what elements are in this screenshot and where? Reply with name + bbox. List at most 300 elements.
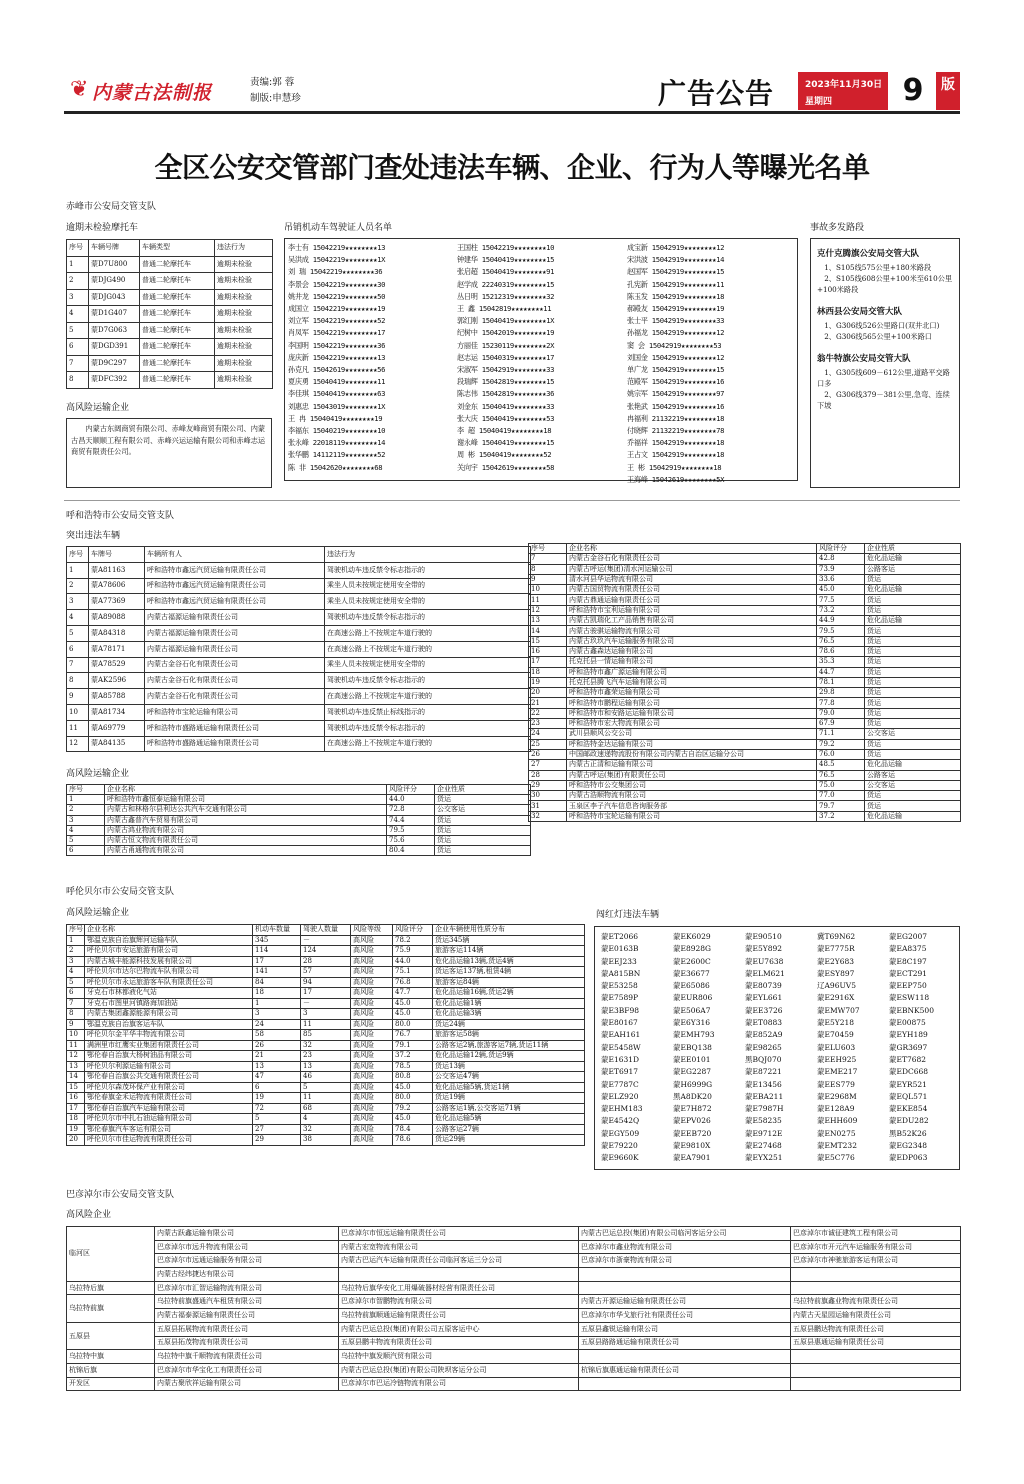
table-row bbox=[67, 1336, 961, 1350]
table-cell: 2 bbox=[67, 273, 89, 290]
plate-number: 蒙E3BF98 bbox=[601, 1005, 640, 1015]
table-cell: 货运 bbox=[865, 626, 961, 636]
table-row bbox=[67, 1295, 961, 1309]
plate-number: 蒙E90510 bbox=[745, 932, 782, 941]
table-cell: 巴彦淖尔市恒远运输有限责任公司 bbox=[339, 1227, 579, 1241]
table-cell: 75.9 bbox=[393, 946, 433, 957]
table-cell: 呼和浩特市鑫远汽贸运输有限责任公司 bbox=[145, 562, 325, 578]
revoked-entry: 张艳武 15042919★★★★★★★★16 bbox=[627, 401, 725, 411]
table-cell: 5 bbox=[67, 625, 89, 641]
table-cell: 79.5 bbox=[817, 626, 865, 636]
table-cell: 3 bbox=[253, 1009, 301, 1020]
table-cell: 逾期未检验 bbox=[215, 273, 273, 290]
table-header-cell: 车辆所有人 bbox=[145, 547, 325, 563]
table-header-row bbox=[67, 240, 273, 257]
table-cell: 141 bbox=[253, 967, 301, 978]
table-cell: 内蒙古金谷石化有限责任公司 bbox=[145, 689, 325, 705]
table-cell: 17 bbox=[301, 988, 351, 999]
table-cell: 47.7 bbox=[393, 988, 433, 999]
table-cell: 逾期未检验 bbox=[215, 322, 273, 339]
revoked-entry: 王 冉 15040419★★★★★★★★19 bbox=[288, 413, 383, 423]
table-header-cell: 车辆号牌 bbox=[89, 240, 140, 257]
table-cell: 内蒙古福源运输有限责任公司 bbox=[145, 610, 325, 626]
table-cell: 蒙A78606 bbox=[89, 578, 145, 594]
table-header-cell: 序号 bbox=[67, 785, 105, 795]
revoked-entry: 宋洪波 15042919★★★★★★★★14 bbox=[627, 255, 725, 265]
table-row bbox=[529, 729, 961, 739]
table-cell: 内蒙古鸿业物流有限公司 bbox=[105, 825, 387, 835]
table-cell: 26 bbox=[253, 1040, 301, 1051]
table-row bbox=[67, 1030, 585, 1041]
table-cell: 内蒙古鼎通运输有限责任公司 bbox=[567, 595, 817, 605]
table-cell: 货运 bbox=[865, 595, 961, 605]
table-cell: 逾期未检验 bbox=[215, 339, 273, 356]
table-cell: 3 bbox=[67, 594, 89, 610]
table-row bbox=[67, 657, 531, 673]
table-cell: 货运 bbox=[435, 795, 531, 805]
table-row bbox=[67, 795, 531, 805]
table-cell: 鄂温克族自治旗客运车队 bbox=[85, 1019, 253, 1030]
table-header-row bbox=[67, 785, 531, 795]
revoked-entry: 庞庆新 15042219★★★★★★★★13 bbox=[288, 352, 386, 362]
table-cell: 高风险 bbox=[351, 1051, 393, 1062]
revoked-entry: 赵国军 15042919★★★★★★★★15 bbox=[627, 267, 725, 277]
table-row bbox=[67, 594, 531, 610]
table-cell: 45.0 bbox=[393, 1082, 433, 1093]
table-cell: 3 bbox=[67, 815, 105, 825]
plate-number: 蒙E9810X bbox=[673, 1141, 711, 1151]
table-cell: 内蒙古凯瑞化工产品销售有限公司 bbox=[567, 616, 817, 626]
plate-number: 蒙EEB720 bbox=[673, 1128, 712, 1138]
table-row bbox=[529, 605, 961, 615]
revoked-entry: 赵志运 15040319★★★★★★★★17 bbox=[457, 352, 555, 362]
table-cell: 高风险 bbox=[351, 1009, 393, 1020]
revoked-entry: 刘金东 15040419★★★★★★★★33 bbox=[457, 401, 555, 411]
table-cell: 78.6 bbox=[817, 646, 865, 656]
plate-number: 蒙EYL661 bbox=[745, 993, 783, 1003]
plate-number: 蒙EMH793 bbox=[673, 1030, 715, 1040]
table-cell: 内蒙古福源运输有限责任公司 bbox=[145, 625, 325, 641]
revoked-entry: 王 彬 15042919★★★★★★★★18 bbox=[627, 462, 722, 472]
table-cell: 5 bbox=[301, 1082, 351, 1093]
table-cell: 13 bbox=[529, 616, 567, 626]
table-header-cell: 序号 bbox=[67, 547, 89, 563]
table-cell: 高风险 bbox=[351, 998, 393, 1009]
plate-number: 蒙E7775R bbox=[817, 944, 855, 954]
table-cell: 公路客运 bbox=[865, 770, 961, 780]
plate-number: 蒙EYR521 bbox=[889, 1079, 927, 1089]
table-row bbox=[67, 1082, 585, 1093]
logo-text: 内蒙古法制报 bbox=[92, 82, 213, 104]
table-cell: 12 bbox=[67, 736, 89, 752]
table-cell: 高风险 bbox=[351, 1124, 393, 1135]
revoked-entry: 成宝新 15042919★★★★★★★★12 bbox=[627, 243, 725, 252]
plate-number: 蒙E128A9 bbox=[817, 1104, 855, 1114]
table-header-cell: 企业名称 bbox=[567, 544, 817, 554]
revoked-entry: 姚井龙 15042219★★★★★★★★50 bbox=[288, 291, 386, 301]
table-row bbox=[529, 574, 961, 584]
revoked-entry: 陈志伟 15042819★★★★★★★★36 bbox=[457, 389, 555, 399]
table-cell: 10 bbox=[67, 704, 89, 720]
table-header-cell: 序号 bbox=[67, 240, 89, 257]
table-cell: 公路客运 bbox=[865, 564, 961, 574]
table-cell: 蒙DJG490 bbox=[89, 273, 140, 290]
logo-mark-icon: ❦ bbox=[70, 77, 89, 102]
bayannur-table bbox=[66, 1226, 960, 1391]
plate-number: 蒙EBA211 bbox=[745, 1091, 784, 1101]
table-cell: 45.0 bbox=[393, 1114, 433, 1125]
table-cell: 24 bbox=[253, 1019, 301, 1030]
producer-credit: 制版:申慧珍 bbox=[250, 93, 301, 104]
table-cell: 内蒙古福源运输有限责任公司 bbox=[145, 641, 325, 657]
table-cell: 8 bbox=[529, 564, 567, 574]
table-row bbox=[67, 967, 585, 978]
table-cell: 货运13辆 bbox=[433, 1061, 585, 1072]
hohhot-risk-table bbox=[66, 784, 530, 856]
issue-date: 2023年11月30日 bbox=[805, 80, 883, 90]
revoked-entry: 关向宇 15042619★★★★★★★★58 bbox=[457, 462, 555, 472]
table-cell: 71.1 bbox=[817, 729, 865, 739]
table-row bbox=[67, 1227, 961, 1241]
table-cell: 7 bbox=[67, 355, 89, 372]
table-row bbox=[67, 1268, 961, 1282]
table-cell: 货运 bbox=[865, 646, 961, 656]
table-cell: 高风险 bbox=[351, 977, 393, 988]
table-cell: 呼伦贝尔市安运旅游有限公司 bbox=[85, 946, 253, 957]
table-cell: 8 bbox=[67, 1009, 85, 1020]
table-cell: 内蒙古玖玖汽车运输服务有限公司 bbox=[567, 636, 817, 646]
table-cell: 鄂伦春自治旗公共交通有限责任公司 bbox=[85, 1072, 253, 1083]
table-cell: 蒙D7U800 bbox=[89, 256, 140, 273]
table-cell: 危化品运输 bbox=[865, 554, 961, 564]
table-cell: 驾驶机动车违反禁止标线指示的 bbox=[325, 704, 531, 720]
table-cell: 42.8 bbox=[817, 554, 865, 564]
plate-number: 蒙EYX251 bbox=[745, 1153, 783, 1163]
table-cell: 货运 bbox=[865, 636, 961, 646]
table-cell: 货运 bbox=[865, 791, 961, 801]
table-cell: 巴彦淖尔市华宝化工有限责任公司 bbox=[155, 1363, 339, 1377]
table-cell: 高风险 bbox=[351, 1082, 393, 1093]
table-row bbox=[529, 719, 961, 729]
table-cell: 呼和浩特市宏大物流有限公司 bbox=[567, 719, 817, 729]
table-cell: 乘坐人员未按规定使用安全带的 bbox=[325, 578, 531, 594]
table-cell: 巴彦淖尔市浙豪物流有限公司 bbox=[579, 1254, 791, 1268]
table-cell: 蒙DJG043 bbox=[89, 289, 140, 306]
table-cell: 普通二轮摩托车 bbox=[140, 355, 215, 372]
table-cell: 货运客运137辆,租赁4辆 bbox=[433, 967, 585, 978]
table-cell: 内蒙古集团鑫源能源有限公司 bbox=[85, 1009, 253, 1020]
table-row bbox=[67, 1124, 585, 1135]
table-header-row bbox=[529, 544, 961, 554]
table-cell: 45.0 bbox=[393, 998, 433, 1009]
table-row bbox=[67, 1009, 585, 1020]
plate-number: 蒙ELM621 bbox=[745, 968, 785, 978]
table-cell: 高风险 bbox=[351, 988, 393, 999]
table-cell: 巴彦淖尔市智鹏物流有限公司 bbox=[339, 1295, 579, 1309]
table-cell: 呼伦贝尔市达尔巴物流车队有限公司 bbox=[85, 967, 253, 978]
revoked-entry: 孙克凡 15042619★★★★★★★★56 bbox=[288, 365, 386, 375]
plate-number: 蒙E2916X bbox=[817, 993, 855, 1003]
table-cell: 75.1 bbox=[393, 967, 433, 978]
table-cell: 21 bbox=[253, 1051, 301, 1062]
table-cell: 巴彦淖尔市汇智运输物流有限公司 bbox=[155, 1281, 339, 1295]
revoked-entry: 方丽佳 15230119★★★★★★★★2X bbox=[457, 340, 555, 350]
revoked-entry: 周 彬 15040419★★★★★★★★52 bbox=[457, 450, 552, 460]
table-cell: 44.9 bbox=[817, 616, 865, 626]
table-cell: 77.8 bbox=[817, 698, 865, 708]
table-cell: 呼和浩特市盛路通运输有限责任公司 bbox=[145, 736, 325, 752]
table-cell: 清水河县华运物流有限公司 bbox=[567, 574, 817, 584]
table-cell: 五原县拓展物流有限责任公司 bbox=[155, 1322, 339, 1336]
chifeng-risk-title: 高风险运输企业 bbox=[66, 403, 130, 413]
table-cell: 345 bbox=[253, 935, 301, 946]
table-cell: 13 bbox=[67, 1061, 85, 1072]
table-cell: 高风险 bbox=[351, 967, 393, 978]
table-cell: 内蒙古金谷石化有限责任公司 bbox=[567, 554, 817, 564]
table-cell: 14 bbox=[67, 1072, 85, 1083]
table-cell: 货运 bbox=[435, 825, 531, 835]
table-cell: 货运 bbox=[865, 739, 961, 749]
table-cell: 78.6 bbox=[393, 1135, 433, 1146]
table-row bbox=[67, 1363, 961, 1377]
plate-number: 蒙E27468 bbox=[745, 1141, 782, 1151]
table-cell: 6 bbox=[67, 641, 89, 657]
table-row bbox=[67, 1040, 585, 1051]
table-cell: 中国邮政速递物流股份有限公司内蒙古自治区运输分公司 bbox=[567, 749, 817, 759]
revoked-entry: 郭红刚 15040419★★★★★★★★1X bbox=[457, 316, 555, 326]
table-row bbox=[67, 720, 531, 736]
plate-number: 蒙ESW118 bbox=[889, 993, 930, 1003]
table-cell: 内蒙古正清和运输有限公司 bbox=[567, 760, 817, 770]
plate-number: 蒙EE3726 bbox=[745, 1005, 783, 1015]
table-cell bbox=[791, 1350, 961, 1364]
table-header-cell: 企业性质 bbox=[435, 785, 531, 795]
plate-number: 蒙EBNK500 bbox=[889, 1005, 934, 1015]
table-row bbox=[67, 977, 585, 988]
table-cell: 公交客运 bbox=[865, 729, 961, 739]
table-cell: 57 bbox=[301, 967, 351, 978]
plate-number: 蒙EEH925 bbox=[817, 1054, 857, 1064]
plate-number: 蒙E00875 bbox=[889, 1018, 926, 1028]
table-cell: 乘坐人员未按规定使用安全带的 bbox=[325, 594, 531, 610]
table-cell: 68 bbox=[301, 1103, 351, 1114]
table-cell: 67.9 bbox=[817, 719, 865, 729]
table-cell: 45.0 bbox=[393, 1009, 433, 1020]
table-cell: 75.6 bbox=[387, 835, 435, 845]
table-row bbox=[529, 749, 961, 759]
table-cell: 19 bbox=[253, 1093, 301, 1104]
table-cell: 鄂伦春旗金禾运物流有限责任公司 bbox=[85, 1093, 253, 1104]
table-cell: 公路客运2辆,旅游客运7辆,货运11辆 bbox=[433, 1040, 585, 1051]
table-cell: 内蒙古浩顺物流有限公司 bbox=[567, 791, 817, 801]
table-cell: 蒙D9C297 bbox=[89, 355, 140, 372]
plate-number: 蒙ET6917 bbox=[601, 1067, 639, 1077]
table-row bbox=[67, 988, 585, 999]
table-cell: 危化品运输5辆,货运1辆 bbox=[433, 1082, 585, 1093]
plate-number: 蒙E5458W bbox=[601, 1042, 641, 1052]
revoked-entry: 李福东 15040219★★★★★★★★10 bbox=[288, 426, 386, 436]
table-cell: 9 bbox=[529, 574, 567, 584]
table-cell: 蒙A81734 bbox=[89, 704, 145, 720]
plate-number: 蒙EMT232 bbox=[817, 1141, 857, 1151]
table-cell: 玉泉区李子汽车信息咨询服务部 bbox=[567, 801, 817, 811]
table-row bbox=[529, 595, 961, 605]
table-cell: 蒙A81163 bbox=[89, 562, 145, 578]
table-header-row bbox=[67, 547, 531, 563]
table-row bbox=[67, 825, 531, 835]
table-cell: 76.0 bbox=[817, 749, 865, 759]
table-cell: 9 bbox=[67, 689, 89, 705]
table-row bbox=[529, 657, 961, 667]
table-cell: 1 bbox=[253, 998, 301, 1009]
table-header-cell: 序号 bbox=[67, 925, 85, 936]
table-cell: 1 bbox=[67, 562, 89, 578]
table-cell: 高风险 bbox=[351, 1093, 393, 1104]
table-cell: 7 bbox=[529, 554, 567, 564]
table-cell: 内蒙古城丰能源科技发展有限公司 bbox=[85, 956, 253, 967]
chifeng-risk-text: 内蒙古东阔商贸有限公司、赤峰友峰商贸有限公司、内蒙古昌天顺顺工程有限公司、赤峰兴运运输有限公司和赤峰志运商贸有限责任公司。 bbox=[71, 424, 266, 456]
table-cell: 11 bbox=[67, 1040, 85, 1051]
table-cell: － bbox=[301, 935, 351, 946]
table-cell: 79.5 bbox=[387, 825, 435, 835]
chifeng-moto-title: 逾期未检验摩托车 bbox=[66, 223, 139, 233]
revoked-entry: 纪树中 15042019★★★★★★★★19 bbox=[457, 328, 555, 338]
table-row bbox=[67, 835, 531, 845]
table-cell: 内蒙古甬通物流有限公司 bbox=[105, 846, 387, 856]
table-cell: 11 bbox=[301, 1019, 351, 1030]
table-row bbox=[67, 998, 585, 1009]
table-cell: 74.4 bbox=[387, 815, 435, 825]
table-cell: 23 bbox=[529, 719, 567, 729]
plate-number: 蒙A815BN bbox=[601, 968, 641, 978]
table-cell: 6 bbox=[253, 1082, 301, 1093]
table-cell: 旅游客运84辆 bbox=[433, 977, 585, 988]
table-row bbox=[529, 708, 961, 718]
table-row bbox=[67, 306, 273, 323]
table-cell: 75.0 bbox=[817, 780, 865, 790]
table-cell: 呼和浩特市鹏程运输有限公司 bbox=[567, 698, 817, 708]
table-cell: 呼和浩特市鑫远汽贸运输有限责任公司 bbox=[145, 594, 325, 610]
chifeng-moto-table bbox=[66, 239, 272, 389]
table-header-cell: 违法行为 bbox=[325, 547, 531, 563]
table-row bbox=[67, 673, 531, 689]
table-cell: 35.3 bbox=[817, 657, 865, 667]
table-cell: 76.5 bbox=[817, 636, 865, 646]
revoked-entry: 李景会 15042219★★★★★★★★30 bbox=[288, 279, 386, 289]
accident-location: 1、S105线575公里+180米路段 bbox=[824, 263, 932, 272]
accident-location: 1、G305线609－612公里,道路平交路口多 bbox=[817, 368, 950, 388]
table-cell: 逾期未检验 bbox=[215, 289, 273, 306]
table-cell: 内蒙古聚欣祥运输有限公司 bbox=[155, 1377, 339, 1391]
redlight-column bbox=[673, 931, 743, 1165]
table-cell: 货运 bbox=[865, 688, 961, 698]
table-cell: 五原县鑫锐运输有限公司 bbox=[579, 1322, 791, 1336]
table-row bbox=[67, 736, 531, 752]
table-header-cell: 企业性质 bbox=[865, 544, 961, 554]
table-cell: 危化品运输 bbox=[865, 585, 961, 595]
table-cell: 23 bbox=[301, 1051, 351, 1062]
chifeng-bureau: 赤峰市公安局交管支队 bbox=[66, 202, 157, 212]
table-cell bbox=[339, 1268, 579, 1282]
table-cell: 呼伦贝尔市中扎石油运输有限公司 bbox=[85, 1114, 253, 1125]
plate-number: 蒙ET2066 bbox=[601, 932, 639, 941]
table-cell: 乌拉特前旗顺通运输有限责任公司 bbox=[339, 1309, 579, 1323]
table-cell: 内蒙古金谷石化有限责任公司 bbox=[145, 673, 325, 689]
plate-number: 蒙EGY509 bbox=[601, 1128, 640, 1138]
table-cell: 公交客运47辆 bbox=[433, 1072, 585, 1083]
table-cell: 武川县顺风公交公司 bbox=[567, 729, 817, 739]
table-cell: 杭锦后旗惠通运输有限责任公司 bbox=[579, 1363, 791, 1377]
table-cell bbox=[579, 1268, 791, 1282]
table-row bbox=[529, 811, 961, 821]
table-cell: 2 bbox=[67, 946, 85, 957]
table-cell: 内蒙古恒文物流有限责任公司 bbox=[105, 835, 387, 845]
plate-number: 蒙E4542Q bbox=[601, 1116, 640, 1126]
table-header-row bbox=[67, 925, 585, 936]
table-cell: 内蒙古巴运总投(集团)有限公司陕坝客运分公司 bbox=[339, 1363, 579, 1377]
plate-number: 蒙E852A9 bbox=[745, 1030, 783, 1040]
table-row bbox=[67, 562, 531, 578]
table-cell: 18 bbox=[253, 988, 301, 999]
plate-number: 蒙E8928G bbox=[673, 944, 712, 954]
plate-number: 蒙E13456 bbox=[745, 1079, 782, 1089]
table-cell: 蒙DGD391 bbox=[89, 339, 140, 356]
table-row bbox=[67, 625, 531, 641]
table-cell: 货运 bbox=[865, 708, 961, 718]
revoked-entry: 单广龙 15042919★★★★★★★★15 bbox=[627, 365, 725, 375]
area-cell: 临河区 bbox=[67, 1227, 155, 1282]
table-cell: 内蒙古宏宽物流有限公司 bbox=[339, 1240, 579, 1254]
table-cell: 78.5 bbox=[393, 1061, 433, 1072]
hohhot-risk-title: 高风险运输企业 bbox=[66, 769, 130, 779]
table-cell: 29 bbox=[253, 1135, 301, 1146]
revoked-entry: 姚宗军 15042919★★★★★★★★97 bbox=[627, 389, 725, 399]
revoked-entry: 孙福龙 15042919★★★★★★★★12 bbox=[627, 328, 725, 338]
accident-title: 事故多发路段 bbox=[810, 223, 865, 233]
table-cell: 普通二轮摩托车 bbox=[140, 339, 215, 356]
plate-number: 蒙E9660K bbox=[601, 1153, 639, 1163]
table-row bbox=[67, 956, 585, 967]
table-cell: 高风险 bbox=[351, 1072, 393, 1083]
plate-number: 蒙EKE854 bbox=[889, 1104, 928, 1114]
table-cell: 五原县拓茂物流有限责任公司 bbox=[155, 1336, 339, 1350]
masthead bbox=[70, 74, 960, 114]
plate-number: 蒙E7987H bbox=[745, 1104, 784, 1114]
table-cell: 18 bbox=[67, 1114, 85, 1125]
table-cell: 内蒙古经纬捷达有限公司 bbox=[155, 1268, 339, 1282]
table-cell: 内蒙古鑫普汽车贸易有限公司 bbox=[105, 815, 387, 825]
table-cell bbox=[791, 1363, 961, 1377]
table-cell: 驾驶机动车违反禁令标志指示的 bbox=[325, 720, 531, 736]
table-cell: 33.6 bbox=[817, 574, 865, 584]
plate-number: 黑BQJ070 bbox=[745, 1054, 782, 1064]
plate-number: 蒙EK6029 bbox=[673, 932, 711, 941]
table-cell: 鄂伦春旗汽车客运有限公司 bbox=[85, 1124, 253, 1135]
plate-number: 蒙E98265 bbox=[745, 1042, 782, 1052]
area-cell: 乌拉特后旗 bbox=[67, 1281, 155, 1295]
table-row bbox=[67, 610, 531, 626]
table-cell: 满洲里市红鹰实业集团有限责任公司 bbox=[85, 1040, 253, 1051]
revoked-entry: 肖凤军 15042219★★★★★★★★17 bbox=[288, 328, 386, 338]
table-cell bbox=[579, 1377, 791, 1391]
table-row bbox=[529, 677, 961, 687]
revoked-entry: 张永峰 22018119★★★★★★★★14 bbox=[288, 438, 386, 448]
plate-number: 蒙E5Y218 bbox=[817, 1018, 855, 1028]
table-cell: 25 bbox=[529, 739, 567, 749]
table-cell: 普通二轮摩托车 bbox=[140, 322, 215, 339]
table-row bbox=[67, 689, 531, 705]
hulunbuir-bureau: 呼伦贝尔市公安局交管支队 bbox=[66, 887, 175, 897]
